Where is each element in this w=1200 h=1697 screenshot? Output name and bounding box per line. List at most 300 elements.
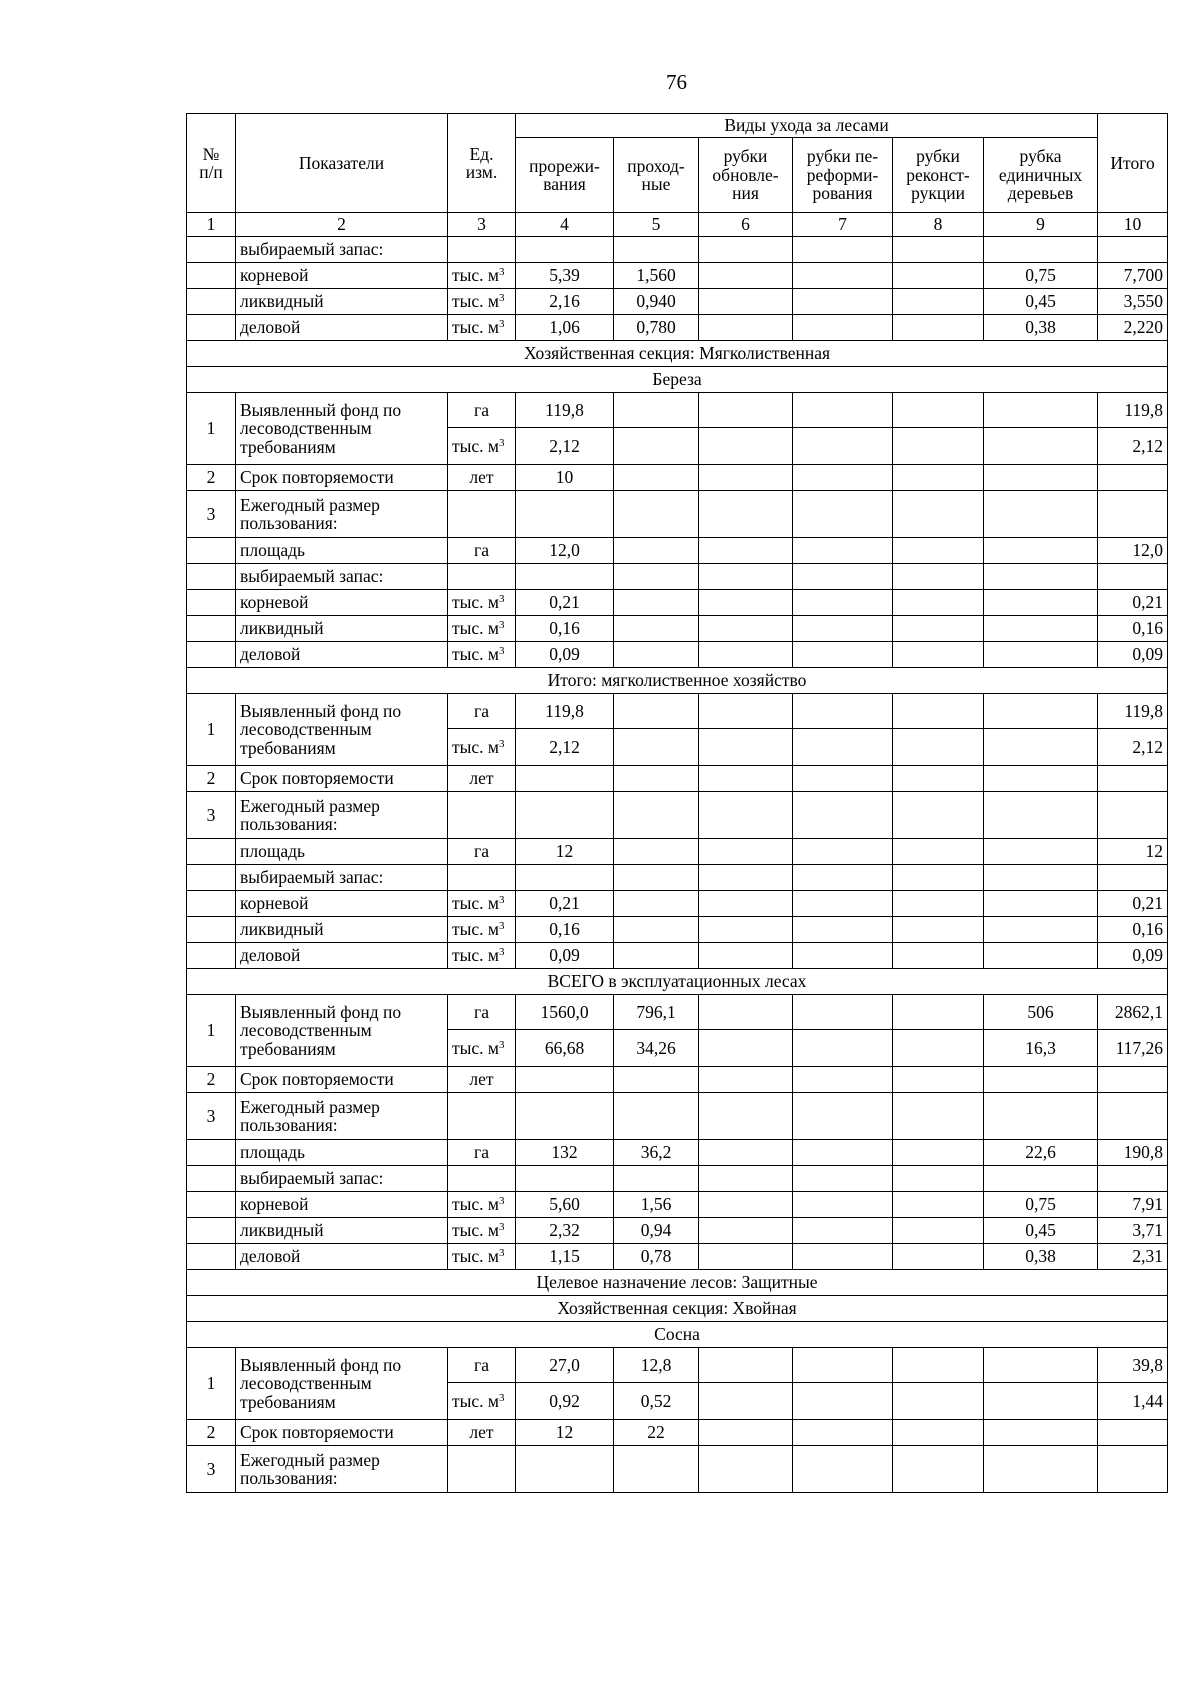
value-cell <box>793 1348 893 1383</box>
value-cell: 0,75 <box>984 1192 1098 1218</box>
empty-cell <box>699 564 793 590</box>
value-cell <box>614 538 699 564</box>
value-cell: 117,26 <box>1098 1030 1168 1067</box>
value-cell <box>699 1244 793 1270</box>
value-cell: 0,92 <box>516 1383 614 1420</box>
value-cell <box>793 1030 893 1067</box>
value-cell: 119,8 <box>516 393 614 428</box>
unit-cell: га <box>448 393 516 428</box>
value-cell <box>893 839 984 865</box>
value-cell: 3,550 <box>1098 289 1168 315</box>
species-header-row <box>187 1322 1168 1348</box>
value-cell: 0,09 <box>1098 642 1168 668</box>
value-cell: 7,91 <box>1098 1192 1168 1218</box>
column-numbers-row <box>187 213 1168 237</box>
section-title: Береза <box>187 367 1168 393</box>
header-unit: Ед. изм. <box>448 114 516 213</box>
empty-cell <box>516 1166 614 1192</box>
header-row <box>187 114 1168 138</box>
label-cell: Ежегодный размер пользования: <box>236 1093 448 1140</box>
empty-cell <box>516 1093 614 1140</box>
row-number: 3 <box>187 1446 236 1493</box>
value-cell <box>893 1244 984 1270</box>
empty-cell <box>793 237 893 263</box>
value-cell <box>699 315 793 341</box>
label-cell: деловой <box>236 642 448 668</box>
column-number: 3 <box>448 213 516 237</box>
value-cell <box>699 642 793 668</box>
empty-cell <box>984 491 1098 538</box>
value-cell: 36,2 <box>614 1140 699 1166</box>
value-cell <box>614 729 699 766</box>
value-cell <box>893 616 984 642</box>
header-care-type: рубки пе- реформи- рования <box>793 138 893 213</box>
value-cell <box>984 393 1098 428</box>
value-cell <box>793 538 893 564</box>
table-row <box>187 564 1168 590</box>
value-cell: 22 <box>614 1420 699 1446</box>
value-cell: 10 <box>516 465 614 491</box>
value-cell <box>893 538 984 564</box>
value-cell: 34,26 <box>614 1030 699 1067</box>
value-cell <box>893 1218 984 1244</box>
empty-cell <box>516 1446 614 1493</box>
row-number: 3 <box>187 792 236 839</box>
value-cell <box>793 891 893 917</box>
value-cell <box>699 917 793 943</box>
label-cell: Срок повторяемости <box>236 465 448 491</box>
empty-cell <box>187 289 236 315</box>
empty-cell <box>893 564 984 590</box>
value-cell <box>984 642 1098 668</box>
label-cell: Ежегодный размер пользования: <box>236 491 448 538</box>
value-cell: 0,16 <box>516 616 614 642</box>
header-indicators: Показатели <box>236 114 448 213</box>
value-cell: 0,94 <box>614 1218 699 1244</box>
section-header-row <box>187 969 1168 995</box>
empty-cell <box>448 792 516 839</box>
value-cell <box>699 1383 793 1420</box>
value-cell <box>793 839 893 865</box>
empty-cell <box>614 1093 699 1140</box>
value-cell <box>893 465 984 491</box>
unit-cell: тыс. $м^3$ <box>448 943 516 969</box>
value-cell <box>984 616 1098 642</box>
value-cell <box>699 943 793 969</box>
label-cell: ликвидный <box>236 289 448 315</box>
value-cell <box>614 943 699 969</box>
table-row <box>187 766 1168 792</box>
empty-cell <box>187 1140 236 1166</box>
column-number: 2 <box>236 213 448 237</box>
row-number: 2 <box>187 465 236 491</box>
value-cell <box>699 263 793 289</box>
section-title: ВСЕГО в эксплуатационных лесах <box>187 969 1168 995</box>
table-row <box>187 393 1168 428</box>
table-row <box>187 1420 1168 1446</box>
empty-cell <box>614 792 699 839</box>
column-number: 4 <box>516 213 614 237</box>
empty-cell <box>187 237 236 263</box>
empty-cell <box>448 491 516 538</box>
section-header-row <box>187 1270 1168 1296</box>
section-header-row <box>187 1296 1168 1322</box>
section-title: Хозяйственная секция: Мягколиственная <box>187 341 1168 367</box>
value-cell: 0,16 <box>1098 917 1168 943</box>
unit-cell: тыс. $м^3$ <box>448 616 516 642</box>
value-cell: 0,09 <box>1098 943 1168 969</box>
value-cell <box>893 1383 984 1420</box>
value-cell <box>699 428 793 465</box>
column-number: 5 <box>614 213 699 237</box>
value-cell <box>516 1067 614 1093</box>
value-cell <box>984 943 1098 969</box>
value-cell <box>893 1192 984 1218</box>
unit-cell: тыс. $м^3$ <box>448 729 516 766</box>
table-row <box>187 1067 1168 1093</box>
empty-cell <box>448 564 516 590</box>
value-cell <box>984 1067 1098 1093</box>
empty-cell <box>793 564 893 590</box>
table-row <box>187 1166 1168 1192</box>
value-cell <box>984 1348 1098 1383</box>
row-number: 2 <box>187 1067 236 1093</box>
value-cell: 132 <box>516 1140 614 1166</box>
empty-cell <box>187 839 236 865</box>
empty-cell <box>699 865 793 891</box>
empty-cell <box>893 1093 984 1140</box>
empty-cell <box>893 491 984 538</box>
empty-cell <box>448 1166 516 1192</box>
value-cell <box>793 1192 893 1218</box>
empty-cell <box>187 590 236 616</box>
table-row <box>187 616 1168 642</box>
value-cell <box>893 1067 984 1093</box>
header-care-type: рубка единичных деревьев <box>984 138 1098 213</box>
value-cell: 0,45 <box>984 289 1098 315</box>
empty-cell <box>893 1446 984 1493</box>
unit-cell: га <box>448 694 516 729</box>
empty-cell <box>187 1166 236 1192</box>
label-cell: Срок повторяемости <box>236 766 448 792</box>
value-cell <box>893 766 984 792</box>
value-cell: 39,8 <box>1098 1348 1168 1383</box>
value-cell <box>793 1383 893 1420</box>
unit-cell: тыс. $м^3$ <box>448 315 516 341</box>
value-cell <box>893 995 984 1030</box>
empty-cell <box>893 237 984 263</box>
value-cell: 0,16 <box>516 917 614 943</box>
empty-cell <box>187 1244 236 1270</box>
header-num: № п/п <box>187 114 236 213</box>
unit-cell: га <box>448 995 516 1030</box>
header-care-type: рубки обновле- ния <box>699 138 793 213</box>
header-total: Итого <box>1098 114 1168 213</box>
empty-cell <box>187 1192 236 1218</box>
value-cell <box>614 642 699 668</box>
table-row <box>187 1446 1168 1493</box>
value-cell <box>793 1244 893 1270</box>
value-cell: 0,21 <box>1098 590 1168 616</box>
value-cell: 27,0 <box>516 1348 614 1383</box>
value-cell <box>699 289 793 315</box>
empty-cell <box>187 865 236 891</box>
table-row <box>187 917 1168 943</box>
value-cell: 0,38 <box>984 315 1098 341</box>
empty-cell <box>1098 237 1168 263</box>
unit-cell: лет <box>448 1420 516 1446</box>
value-cell: 1,56 <box>614 1192 699 1218</box>
unit-cell: тыс. $м^3$ <box>448 917 516 943</box>
value-cell <box>699 995 793 1030</box>
value-cell: 22,6 <box>984 1140 1098 1166</box>
value-cell <box>699 1067 793 1093</box>
empty-cell <box>984 564 1098 590</box>
value-cell <box>893 428 984 465</box>
empty-cell <box>187 564 236 590</box>
value-cell: 1560,0 <box>516 995 614 1030</box>
label-cell: ликвидный <box>236 1218 448 1244</box>
column-number: 7 <box>793 213 893 237</box>
value-cell <box>699 1348 793 1383</box>
unit-cell: тыс. $м^3$ <box>448 289 516 315</box>
value-cell: 0,45 <box>984 1218 1098 1244</box>
unit-cell: тыс. $м^3$ <box>448 263 516 289</box>
empty-cell <box>699 491 793 538</box>
empty-cell <box>448 237 516 263</box>
value-cell <box>893 1348 984 1383</box>
section-title: Целевое назначение лесов: Защитные <box>187 1270 1168 1296</box>
unit-cell: тыс. $м^3$ <box>448 891 516 917</box>
value-cell <box>614 590 699 616</box>
unit-cell: тыс. $м^3$ <box>448 642 516 668</box>
value-cell: 16,3 <box>984 1030 1098 1067</box>
header-group-title: Виды ухода за лесами <box>516 114 1098 138</box>
label-cell: Ежегодный размер пользования: <box>236 1446 448 1493</box>
species-header-row <box>187 367 1168 393</box>
unit-cell: тыс. $м^3$ <box>448 1030 516 1067</box>
value-cell: 2,12 <box>516 428 614 465</box>
value-cell: 2,31 <box>1098 1244 1168 1270</box>
value-cell <box>699 590 793 616</box>
value-cell: 0,09 <box>516 642 614 668</box>
label-cell: площадь <box>236 538 448 564</box>
empty-cell <box>793 865 893 891</box>
table-row <box>187 237 1168 263</box>
value-cell: 1,06 <box>516 315 614 341</box>
label-cell: деловой <box>236 315 448 341</box>
value-cell: 0,38 <box>984 1244 1098 1270</box>
empty-cell <box>893 792 984 839</box>
label-cell: выбираемый запас: <box>236 865 448 891</box>
value-cell <box>1098 465 1168 491</box>
value-cell <box>984 1420 1098 1446</box>
empty-cell <box>187 538 236 564</box>
table-row <box>187 642 1168 668</box>
empty-cell <box>448 1446 516 1493</box>
empty-cell <box>614 1446 699 1493</box>
value-cell <box>614 891 699 917</box>
value-cell: 5,39 <box>516 263 614 289</box>
value-cell: 796,1 <box>614 995 699 1030</box>
empty-cell <box>793 792 893 839</box>
row-number: 1 <box>187 1348 236 1420</box>
empty-cell <box>187 917 236 943</box>
value-cell: 2,220 <box>1098 315 1168 341</box>
label-cell: Выявленный фонд по лесоводственным требованиям <box>236 1348 448 1420</box>
value-cell <box>699 538 793 564</box>
value-cell: 12 <box>1098 839 1168 865</box>
value-cell <box>793 590 893 616</box>
table-row <box>187 839 1168 865</box>
table-row <box>187 1140 1168 1166</box>
value-cell: 12,0 <box>1098 538 1168 564</box>
empty-cell <box>1098 491 1168 538</box>
empty-cell <box>893 865 984 891</box>
empty-cell <box>516 865 614 891</box>
unit-cell: лет <box>448 1067 516 1093</box>
label-cell: площадь <box>236 1140 448 1166</box>
value-cell <box>793 315 893 341</box>
value-cell <box>893 943 984 969</box>
value-cell <box>699 1192 793 1218</box>
value-cell <box>793 766 893 792</box>
value-cell <box>614 428 699 465</box>
unit-cell: га <box>448 538 516 564</box>
value-cell: 190,8 <box>1098 1140 1168 1166</box>
value-cell <box>614 1067 699 1093</box>
value-cell <box>699 694 793 729</box>
value-cell: 0,780 <box>614 315 699 341</box>
empty-cell <box>699 1093 793 1140</box>
value-cell <box>893 1030 984 1067</box>
value-cell: 0,52 <box>614 1383 699 1420</box>
value-cell: 2,12 <box>516 729 614 766</box>
value-cell <box>1098 1420 1168 1446</box>
label-cell: выбираемый запас: <box>236 1166 448 1192</box>
empty-cell <box>448 1093 516 1140</box>
row-number: 1 <box>187 995 236 1067</box>
table-row <box>187 694 1168 729</box>
value-cell <box>699 766 793 792</box>
header-care-type: прорежи- вания <box>516 138 614 213</box>
value-cell <box>793 694 893 729</box>
empty-cell <box>793 1446 893 1493</box>
value-cell <box>893 263 984 289</box>
section-title: Итого: мягколиственное хозяйство <box>187 668 1168 694</box>
value-cell <box>614 694 699 729</box>
value-cell: 5,60 <box>516 1192 614 1218</box>
empty-cell <box>187 642 236 668</box>
value-cell <box>984 766 1098 792</box>
empty-cell <box>1098 1093 1168 1140</box>
row-number: 2 <box>187 1420 236 1446</box>
value-cell <box>984 694 1098 729</box>
unit-cell: тыс. $м^3$ <box>448 1218 516 1244</box>
column-number: 8 <box>893 213 984 237</box>
value-cell <box>516 766 614 792</box>
empty-cell <box>448 865 516 891</box>
empty-cell <box>614 865 699 891</box>
empty-cell <box>516 491 614 538</box>
value-cell: 2,12 <box>1098 729 1168 766</box>
empty-cell <box>984 237 1098 263</box>
page-number: 76 <box>666 70 687 94</box>
empty-cell <box>893 1166 984 1192</box>
empty-cell <box>793 1093 893 1140</box>
section-header-row <box>187 668 1168 694</box>
empty-cell <box>187 315 236 341</box>
value-cell <box>793 616 893 642</box>
value-cell: 1,560 <box>614 263 699 289</box>
row-number: 3 <box>187 491 236 538</box>
empty-cell <box>187 891 236 917</box>
empty-cell <box>699 1446 793 1493</box>
empty-cell <box>699 792 793 839</box>
empty-cell <box>984 1093 1098 1140</box>
value-cell <box>699 839 793 865</box>
unit-cell: лет <box>448 766 516 792</box>
empty-cell <box>1098 792 1168 839</box>
empty-cell <box>516 564 614 590</box>
value-cell: 3,71 <box>1098 1218 1168 1244</box>
value-cell <box>793 465 893 491</box>
header-care-type: рубки реконст- рукции <box>893 138 984 213</box>
unit-cell: га <box>448 839 516 865</box>
section-header-row <box>187 341 1168 367</box>
value-cell <box>1098 766 1168 792</box>
value-cell <box>893 729 984 766</box>
empty-cell <box>187 1218 236 1244</box>
value-cell <box>793 1218 893 1244</box>
value-cell <box>699 1218 793 1244</box>
empty-cell <box>984 865 1098 891</box>
label-cell: выбираемый запас: <box>236 564 448 590</box>
value-cell <box>699 729 793 766</box>
value-cell: 0,21 <box>516 590 614 616</box>
value-cell <box>893 1420 984 1446</box>
value-cell: 12,8 <box>614 1348 699 1383</box>
section-title: Сосна <box>187 1322 1168 1348</box>
value-cell <box>893 289 984 315</box>
value-cell <box>793 1140 893 1166</box>
value-cell <box>699 1420 793 1446</box>
empty-cell <box>614 1166 699 1192</box>
unit-cell: га <box>448 1140 516 1166</box>
value-cell <box>893 642 984 668</box>
unit-cell: тыс. $м^3$ <box>448 1383 516 1420</box>
empty-cell <box>187 263 236 289</box>
label-cell: Срок повторяемости <box>236 1420 448 1446</box>
table-row <box>187 538 1168 564</box>
label-cell: выбираемый запас: <box>236 237 448 263</box>
label-cell: ликвидный <box>236 917 448 943</box>
value-cell: 119,8 <box>1098 393 1168 428</box>
label-cell: корневой <box>236 1192 448 1218</box>
value-cell <box>984 590 1098 616</box>
column-number: 10 <box>1098 213 1168 237</box>
label-cell: площадь <box>236 839 448 865</box>
value-cell <box>793 917 893 943</box>
value-cell <box>893 891 984 917</box>
label-cell: корневой <box>236 590 448 616</box>
empty-cell <box>699 237 793 263</box>
empty-cell <box>516 237 614 263</box>
unit-cell: тыс. $м^3$ <box>448 428 516 465</box>
value-cell: 2862,1 <box>1098 995 1168 1030</box>
empty-cell <box>699 1166 793 1192</box>
value-cell <box>984 1383 1098 1420</box>
